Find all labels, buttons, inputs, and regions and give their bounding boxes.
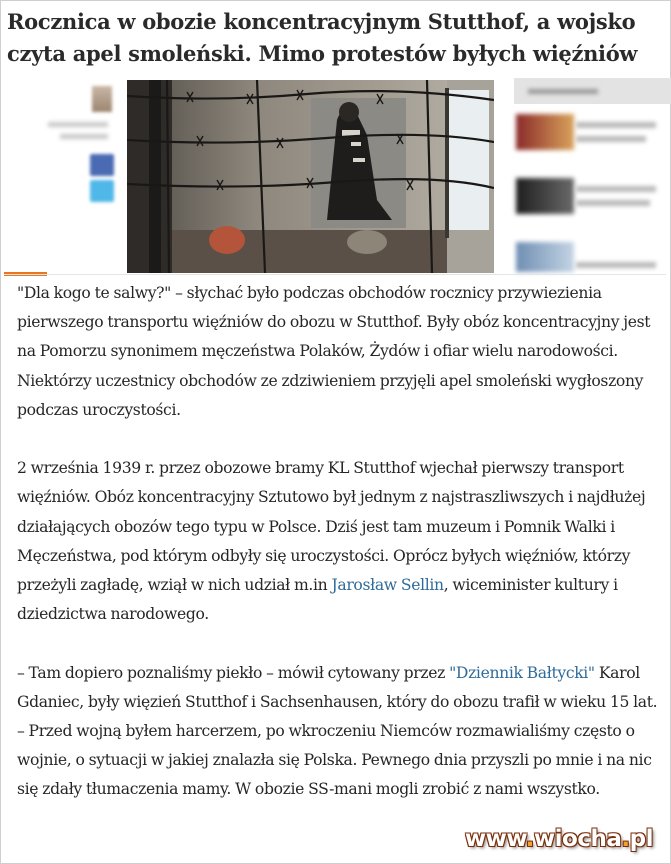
related-text-2b [576, 200, 650, 206]
paragraph-3-tail: Karol Gdaniec, były więzień Stutthof i Sachsenhausen, który do obozu trafił w wieku 15 lat. – Przed wojną byłem harcerzem, po wkroczeniu Niemców rozmawialiśmy często o wojnie, o sytuacji w jakiej znalazła się Polska. Pewnego dnia przyszli po mnie i na nic się zdały tłumaczenia mamy. W obozie SS-mani mogli zrobić z nami wszystko. [17, 663, 658, 799]
related-text-2 [576, 186, 656, 192]
author-name-blurred [48, 122, 108, 127]
sidebar-header-blurred [528, 89, 598, 94]
twitter-icon[interactable] [90, 180, 114, 202]
article-headline: Rocznica w obozie koncentracyjnym Stutthof, a wojsko czyta apel smoleński. Mimo protestów byłych więźniów [7, 9, 638, 66]
related-text-1 [576, 122, 656, 128]
author-avatar [92, 86, 112, 112]
paragraph-1: "Dla kogo te salwy?" – słychać było podczas obchodów rocznicy przywiezienia pierwszego transportu więźniów do obozu w Stutthof. Były obóz koncentracyjny jest na Pomorzu synonimem męczeństwa Polaków, Żydów i ofiar wielu narodowości. Niektórzy uczestnicy obchodów ze zdziwieniem przyjęli apel smoleński wygłoszony podczas uroczystości. [17, 284, 651, 419]
paragraph-3 [17, 659, 665, 805]
divider [4, 274, 666, 275]
paragraph-2-text: 2 września 1939 r. przez obozowe bramy KL Stutthof wjechał pierwszy transport więźniów. Obóz koncentracyjny Sztutowo był jednym z najstraszliwszych i najdłużej działających obozów tego typu w Polsce. Dziś jest tam muzeum i Pomnik Walki i Męczeństwa, pod którym odbyły się uroczystości. Oprócz byłych więźniów, którzy przeżyli zagładę, wziął w nich udział m.in [17, 459, 646, 595]
watermark-dot-1: . [525, 826, 534, 852]
link-dziennik-baltycki[interactable]: "Dziennik Bałtycki" [449, 663, 595, 682]
related-text-1b [576, 136, 646, 142]
related-text-3 [576, 262, 656, 268]
link-jaroslaw-sellin[interactable]: Jarosław Sellin [331, 576, 444, 595]
facebook-icon[interactable] [90, 154, 114, 176]
paragraph-2 [17, 454, 665, 629]
related-thumb-1[interactable] [516, 114, 574, 150]
watermark-prefix: www [464, 826, 526, 852]
watermark-dot-2: . [621, 826, 630, 852]
paragraph-2-tail: , wiceminister kultury i dziedzictwa narodowego. [17, 576, 618, 624]
related-thumb-2[interactable] [516, 178, 574, 214]
related-sidebar [514, 78, 671, 274]
watermark-name: wiocha [533, 826, 622, 852]
paragraph-3-text: – Tam dopiero poznaliśmy piekło – mówił cytowany przez [17, 663, 450, 682]
share-column [40, 82, 120, 262]
article-body [17, 279, 665, 834]
related-thumb-3[interactable] [516, 242, 574, 272]
article-photo [127, 80, 494, 273]
watermark-tld: pl [629, 826, 653, 852]
author-date-blurred [60, 134, 108, 139]
site-watermark [465, 826, 653, 852]
